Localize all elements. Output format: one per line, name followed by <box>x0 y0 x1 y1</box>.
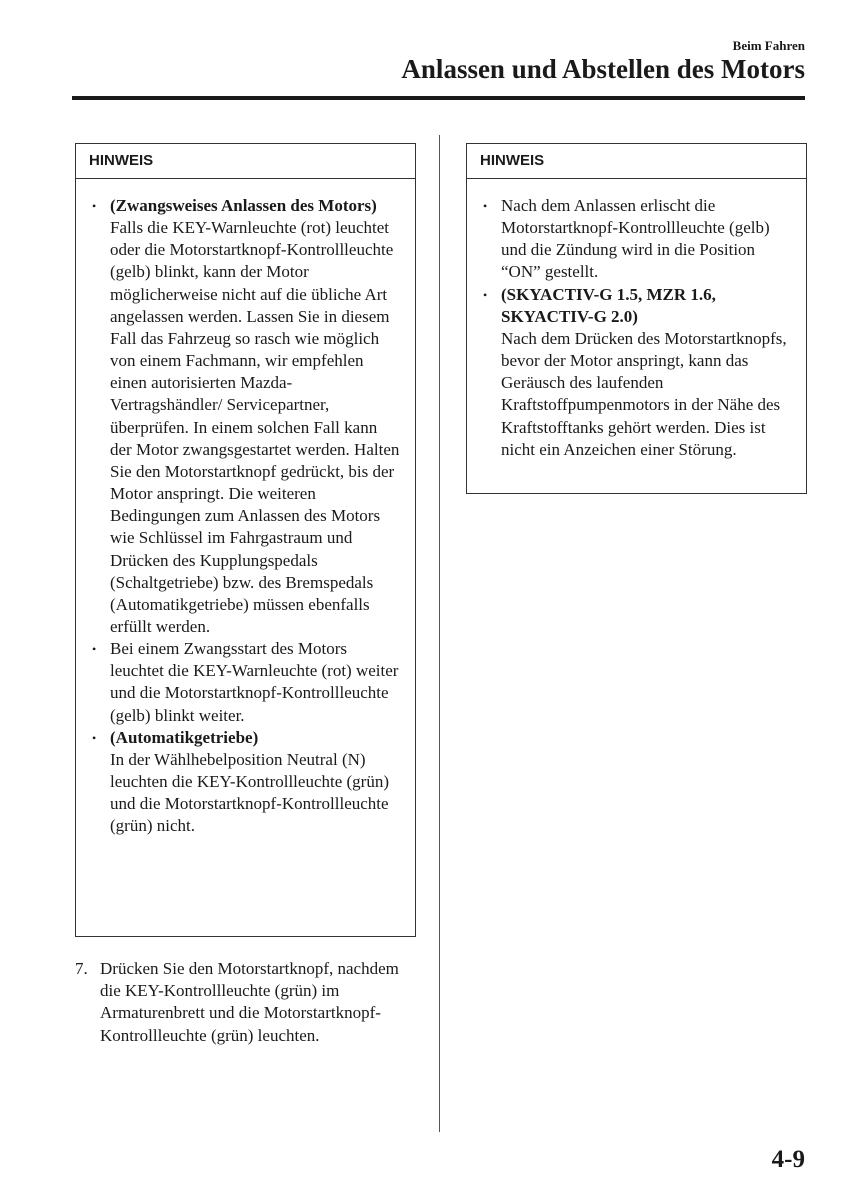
section-label: Beim Fahren <box>732 38 805 53</box>
note-item-text: Bei einem Zwangsstart des Motors leuchtet die KEY-Warnleuchte (rot) weiter und die Motorstartknopf-Kontrollleuchte (gelb) blinkt weiter. <box>110 639 399 725</box>
title-rule <box>72 96 805 100</box>
note-item <box>85 195 403 638</box>
note-item <box>85 727 403 838</box>
note-item-text: In der Wählhebelposition Neutral (N) leuchten die KEY-Kontrollleuchte (grün) und die Motorstartknopf-Kontrollleuchte (grün) nicht. <box>110 749 389 836</box>
note-item-text: Nach dem Anlassen erlischt die Motorstartknopf-Kontrollleuchte (gelb) und die Zündung wird in die Position “ON” gestellt. <box>501 196 770 282</box>
right-note-box <box>466 143 807 494</box>
page-number: 4-9 <box>771 1146 805 1173</box>
bullet-icon: • <box>483 199 488 213</box>
left-note-box <box>75 143 416 937</box>
bullet-icon: • <box>483 287 488 302</box>
note-list <box>76 179 415 848</box>
note-list <box>467 179 806 471</box>
note-item <box>85 638 403 727</box>
note-item-heading: (Automatikgetriebe) <box>110 727 259 747</box>
note-item-heading: (SKYACTIV-G 1.5, MZR 1.6, SKYACTIV-G 2.0) <box>501 284 716 326</box>
note-heading: HINWEIS <box>76 144 415 179</box>
note-heading: HINWEIS <box>467 144 806 179</box>
step-text: Drücken Sie den Motorstartknopf, nachdem die KEY-Kontrollleuchte (grün) im Armaturenbrett und die Motorstartknopf-Kontrollleuchte (grün) leuchten. <box>100 959 399 1045</box>
column-divider <box>439 135 440 1132</box>
page-title: Anlassen und Abstellen des Motors <box>401 54 805 84</box>
note-item <box>476 284 794 461</box>
note-item-text: Falls die KEY-Warnleuchte (rot) leuchtet oder die Motorstartknopf-Kontrollleuchte (gelb) blinkt, kann der Motor möglicherweise nicht auf die übliche Art angelassen werden. Lassen Sie in diesem Fall das Fahrzeug so rasch wie möglich von einem Fachmann, wir empfehlen einen autorisierten Mazda-Vertragshändler/ Servicepartner, überprüfen. In einem solchen Fall kann der Motor zwangsgestartet werden. Halten Sie den Motorstartknopf gedrückt, bis der Motor anspringt. Die weiteren Bedingungen zum Anlassen des Motors wie Schlüssel im Fahrgastraum und Drücken des Kupplungspedals (Schaltgetriebe) bzw. des Bremspedals (Automatikgetriebe) müssen ebenfalls erfüllt werden. <box>110 218 400 636</box>
bullet-icon: • <box>92 199 97 213</box>
bullet-icon: • <box>92 730 97 745</box>
note-item-heading: (Zwangsweises Anlassen des Motors) <box>110 196 377 215</box>
note-item-text: Nach dem Drücken des Motorstartknopfs, bevor der Motor anspringt, kann das Geräusch des laufenden Kraftstoffpumpenmotors in der Nähe des Kraftstofftanks gehört werden. Dies ist nicht ein Anzeichen einer Störung. <box>501 328 787 459</box>
step-number: 7. <box>75 959 88 978</box>
step-7 <box>75 958 420 1047</box>
note-item <box>476 195 794 284</box>
bullet-icon: • <box>92 642 97 657</box>
